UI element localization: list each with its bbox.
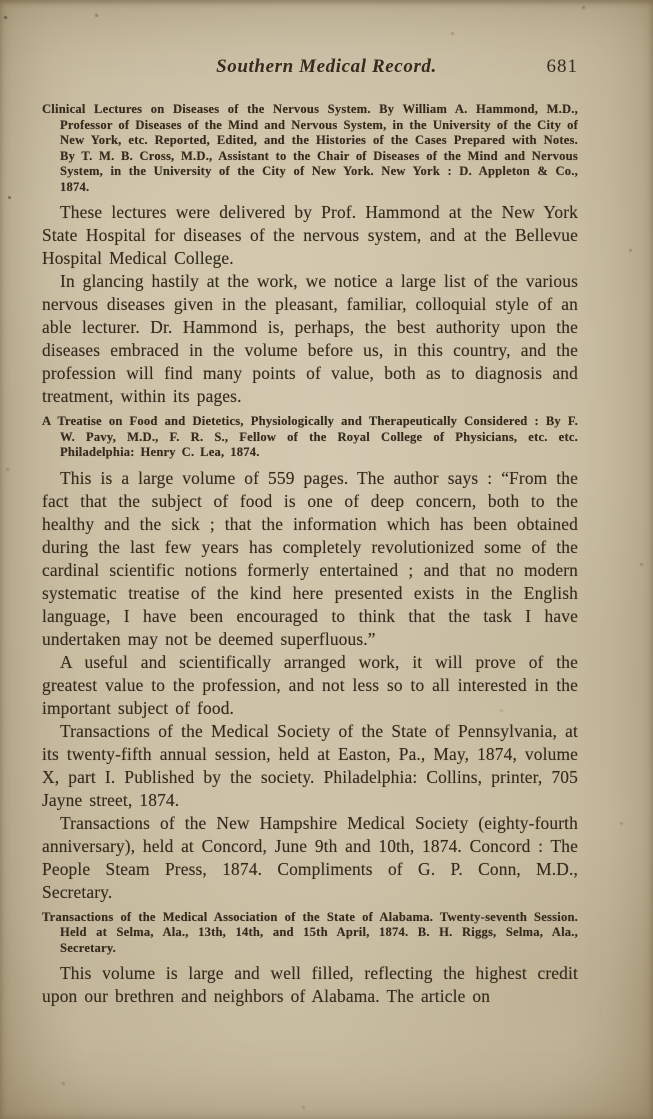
body-paragraph-glancing: In glancing hastily at the work, we notice a large list of the various nervous diseases given in the pleasant, familiar, colloquial style of an able lecturer. Dr. Hammond is, perhaps, the best authority upon the diseases embraced in the volume before us, in this country, and the profession will find many points of value, both as to diagnosis and treatment, within its pages.: [42, 271, 578, 406]
body-paragraph-useful-work: A useful and scientifically arranged work, it will prove of the greatest value to the profession, and not less so to all interested in the important subject of food.: [42, 651, 578, 718]
page-header: [0, 56, 653, 84]
page-number: 681: [546, 56, 578, 77]
body-paragraph-alabama: This volume is large and well filled, reflecting the highest credit upon our brethren and neighbors of Alabama. The article on: [42, 963, 578, 1006]
citation-entry-hammond: Clinical Lectures on Diseases of the Nervous System. By William A. Hammond, M.D., Professor of Diseases of the Mind and Nervous System, in the University of the City of New York, etc. Reported, Edited, and the Histories of the Cases Prepared with Notes. By T. M. B. Cross, M.D., Assistant to the Chair of Diseases of the Mind and Nervous System, in the University of the City of New York. New York : D. Appleton & Co., 1874.: [42, 102, 578, 194]
body-paragraph-new-hampshire: Transactions of the New Hampshire Medical Society (eighty-fourth anniversary), held at Concord, June 9th and 10th, 1874. Concord : The People Steam Press, 1874. Compliments of G. P. Conn, M.D., Secretary.: [42, 812, 578, 902]
body-paragraph-volume-559: This is a large volume of 559 pages. The author says : “From the fact that the subject of food is one of deep concern, both to the healthy and the sick ; that the information which has been obtained during the last few years has completely revolutionized some of the cardinal scientific notions formerly entertained ; and that no modern systematic treatise of the kind here presented exists in the English language, I have been encouraged to think that the task I have undertaken may not be deemed superfluous.”: [42, 467, 578, 649]
body-paragraph-lectures: These lectures were delivered by Prof. Hammond at the New York State Hospital for diseases of the nervous system, and at the Bellevue Hospital Medical College.: [42, 202, 578, 268]
paper-specks: [0, 0, 3, 3]
citation-entry-alabama: Transactions of the Medical Association of the State of Alabama. Twenty-seventh Session. Held at Selma, Ala., 13th, 14th, and 15th April, 1874. B. H. Riggs, Selma, Ala., Secretary.: [42, 909, 578, 955]
body-paragraph-pennsylvania: Transactions of the Medical Society of the State of Pennsylvania, at its twenty-fifth annual session, held at Easton, Pa., May, 1874, volume X, part I. Published by the society. Philadelphia: Collins, printer, 705 Jayne street, 1874.: [42, 720, 578, 810]
journal-title: Southern Medical Record.: [216, 56, 437, 77]
citation-entry-pavy: A Treatise on Food and Dietetics, Physiologically and Therapeutically Considered : By F. W. Pavy, M.D., F. R. S., Fellow of the Royal College of Physicians, etc. etc. Philadelphia: Henry C. Lea, 1874.: [42, 414, 578, 459]
page-body: [42, 96, 578, 1008]
